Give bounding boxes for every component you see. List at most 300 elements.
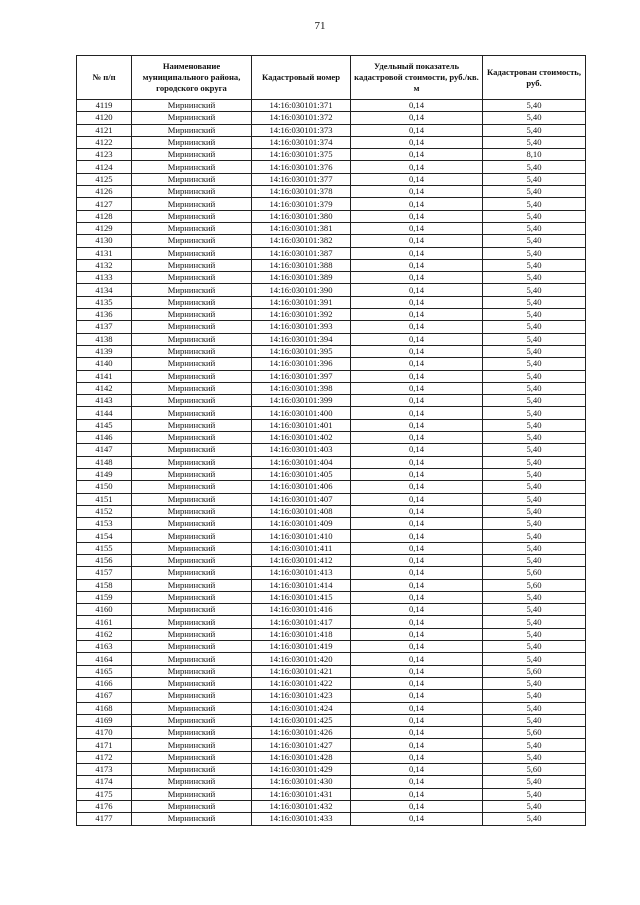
table-row (77, 112, 586, 124)
table-row (77, 259, 586, 271)
cadastral-number-cell: 14:16:030101:422 (252, 677, 351, 689)
unit-value-cell: 0,14 (351, 333, 483, 345)
cadastral-number-cell: 14:16:030101:428 (252, 751, 351, 763)
unit-value-cell: 0,14 (351, 604, 483, 616)
header-unit-value: Удельный показатель кадастровой стоимости, руб./кв. м (351, 56, 483, 100)
unit-value-cell: 0,14 (351, 677, 483, 689)
row-number-cell: 4119 (77, 100, 132, 112)
cadastral-value-cell: 5,40 (483, 739, 586, 751)
cadastral-number-cell: 14:16:030101:391 (252, 296, 351, 308)
row-number-cell: 4165 (77, 665, 132, 677)
cadastral-number-cell: 14:16:030101:413 (252, 567, 351, 579)
cadastral-number-cell: 14:16:030101:401 (252, 419, 351, 431)
unit-value-cell: 0,14 (351, 259, 483, 271)
row-number-cell: 4151 (77, 493, 132, 505)
cadastral-number-cell: 14:16:030101:395 (252, 345, 351, 357)
row-number-cell: 4138 (77, 333, 132, 345)
table-row (77, 641, 586, 653)
table-row (77, 493, 586, 505)
district-cell: Мирнинский (132, 100, 252, 112)
district-cell: Мирнинский (132, 235, 252, 247)
unit-value-cell: 0,14 (351, 542, 483, 554)
cadastral-value-cell: 5,40 (483, 259, 586, 271)
cadastral-value-cell: 5,40 (483, 321, 586, 333)
header-district: Наименование муниципального района, городского округа (132, 56, 252, 100)
cadastral-value-cell: 5,40 (483, 407, 586, 419)
cadastral-number-cell: 14:16:030101:416 (252, 604, 351, 616)
row-number-cell: 4121 (77, 124, 132, 136)
row-number-cell: 4146 (77, 432, 132, 444)
cadastral-number-cell: 14:16:030101:408 (252, 505, 351, 517)
unit-value-cell: 0,14 (351, 800, 483, 812)
cadastral-number-cell: 14:16:030101:382 (252, 235, 351, 247)
table-row (77, 690, 586, 702)
unit-value-cell: 0,14 (351, 481, 483, 493)
table-row (77, 739, 586, 751)
table-row (77, 813, 586, 825)
table-row (77, 727, 586, 739)
district-cell: Мирнинский (132, 136, 252, 148)
row-number-cell: 4136 (77, 309, 132, 321)
table-row (77, 468, 586, 480)
district-cell: Мирнинский (132, 186, 252, 198)
unit-value-cell: 0,14 (351, 321, 483, 333)
district-cell: Мирнинский (132, 395, 252, 407)
row-number-cell: 4128 (77, 210, 132, 222)
table-row (77, 530, 586, 542)
table-row (77, 665, 586, 677)
row-number-cell: 4124 (77, 161, 132, 173)
cadastral-number-cell: 14:16:030101:402 (252, 432, 351, 444)
cadastral-number-cell: 14:16:030101:432 (252, 800, 351, 812)
cadastral-value-cell: 5,40 (483, 554, 586, 566)
table-row (77, 542, 586, 554)
district-cell: Мирнинский (132, 259, 252, 271)
unit-value-cell: 0,14 (351, 579, 483, 591)
cadastral-number-cell: 14:16:030101:376 (252, 161, 351, 173)
page-number: 71 (314, 20, 326, 32)
cadastral-number-cell: 14:16:030101:421 (252, 665, 351, 677)
table-row (77, 419, 586, 431)
district-cell: Мирнинский (132, 345, 252, 357)
cadastral-number-cell: 14:16:030101:406 (252, 481, 351, 493)
row-number-cell: 4167 (77, 690, 132, 702)
unit-value-cell: 0,14 (351, 591, 483, 603)
district-cell: Мирнинский (132, 468, 252, 480)
cadastral-number-cell: 14:16:030101:424 (252, 702, 351, 714)
district-cell: Мирнинский (132, 432, 252, 444)
cadastral-number-cell: 14:16:030101:427 (252, 739, 351, 751)
row-number-cell: 4123 (77, 149, 132, 161)
district-cell: Мирнинский (132, 764, 252, 776)
table-row (77, 235, 586, 247)
cadastral-value-cell: 5,40 (483, 186, 586, 198)
cadastral-value-cell: 5,40 (483, 419, 586, 431)
row-number-cell: 4159 (77, 591, 132, 603)
cadastral-value-cell: 5,40 (483, 309, 586, 321)
table-row (77, 456, 586, 468)
cadastral-value-cell: 5,40 (483, 210, 586, 222)
table-row (77, 628, 586, 640)
district-cell: Мирнинский (132, 554, 252, 566)
row-number-cell: 4120 (77, 112, 132, 124)
unit-value-cell: 0,14 (351, 567, 483, 579)
cadastral-number-cell: 14:16:030101:371 (252, 100, 351, 112)
unit-value-cell: 0,14 (351, 419, 483, 431)
unit-value-cell: 0,14 (351, 382, 483, 394)
cadastral-value-cell: 5,40 (483, 456, 586, 468)
cadastral-number-cell: 14:16:030101:412 (252, 554, 351, 566)
table-row (77, 800, 586, 812)
row-number-cell: 4125 (77, 173, 132, 185)
district-cell: Мирнинский (132, 247, 252, 259)
cadastral-value-cell: 5,60 (483, 579, 586, 591)
table-row (77, 333, 586, 345)
unit-value-cell: 0,14 (351, 136, 483, 148)
cadastral-value-cell: 5,40 (483, 161, 586, 173)
cadastral-table (76, 55, 586, 826)
district-cell: Мирнинский (132, 591, 252, 603)
row-number-cell: 4147 (77, 444, 132, 456)
district-cell: Мирнинский (132, 665, 252, 677)
table-row (77, 321, 586, 333)
row-number-cell: 4129 (77, 222, 132, 234)
unit-value-cell: 0,14 (351, 493, 483, 505)
cadastral-value-cell: 5,40 (483, 604, 586, 616)
table-row (77, 272, 586, 284)
cadastral-number-cell: 14:16:030101:404 (252, 456, 351, 468)
district-cell: Мирнинский (132, 444, 252, 456)
table-row (77, 407, 586, 419)
cadastral-number-cell: 14:16:030101:426 (252, 727, 351, 739)
table-row (77, 173, 586, 185)
district-cell: Мирнинский (132, 333, 252, 345)
unit-value-cell: 0,14 (351, 530, 483, 542)
cadastral-number-cell: 14:16:030101:375 (252, 149, 351, 161)
table-row (77, 136, 586, 148)
cadastral-value-cell: 5,60 (483, 567, 586, 579)
table-row (77, 198, 586, 210)
cadastral-value-cell: 5,40 (483, 395, 586, 407)
district-cell: Мирнинский (132, 702, 252, 714)
row-number-cell: 4149 (77, 468, 132, 480)
cadastral-number-cell: 14:16:030101:396 (252, 358, 351, 370)
cadastral-number-cell: 14:16:030101:394 (252, 333, 351, 345)
unit-value-cell: 0,14 (351, 198, 483, 210)
district-cell: Мирнинский (132, 690, 252, 702)
cadastral-value-cell: 5,40 (483, 333, 586, 345)
district-cell: Мирнинский (132, 112, 252, 124)
unit-value-cell: 0,14 (351, 161, 483, 173)
unit-value-cell: 0,14 (351, 247, 483, 259)
row-number-cell: 4144 (77, 407, 132, 419)
row-number-cell: 4162 (77, 628, 132, 640)
cadastral-number-cell: 14:16:030101:433 (252, 813, 351, 825)
row-number-cell: 4126 (77, 186, 132, 198)
table-row (77, 653, 586, 665)
district-cell: Мирнинский (132, 776, 252, 788)
district-cell: Мирнинский (132, 567, 252, 579)
district-cell: Мирнинский (132, 149, 252, 161)
unit-value-cell: 0,14 (351, 222, 483, 234)
cadastral-value-cell: 5,40 (483, 677, 586, 689)
cadastral-value-cell: 5,40 (483, 198, 586, 210)
table-row (77, 247, 586, 259)
row-number-cell: 4174 (77, 776, 132, 788)
row-number-cell: 4127 (77, 198, 132, 210)
row-number-cell: 4171 (77, 739, 132, 751)
table-body (77, 100, 586, 826)
cadastral-value-cell: 5,40 (483, 382, 586, 394)
cadastral-value-cell: 5,40 (483, 616, 586, 628)
district-cell: Мирнинский (132, 616, 252, 628)
unit-value-cell: 0,14 (351, 714, 483, 726)
cadastral-value-cell: 5,60 (483, 727, 586, 739)
district-cell: Мирнинский (132, 542, 252, 554)
unit-value-cell: 0,14 (351, 653, 483, 665)
cadastral-number-cell: 14:16:030101:410 (252, 530, 351, 542)
cadastral-value-cell: 5,40 (483, 542, 586, 554)
unit-value-cell: 0,14 (351, 235, 483, 247)
table-row (77, 358, 586, 370)
row-number-cell: 4164 (77, 653, 132, 665)
district-cell: Мирнинский (132, 800, 252, 812)
row-number-cell: 4134 (77, 284, 132, 296)
cadastral-value-cell: 5,40 (483, 222, 586, 234)
district-cell: Мирнинский (132, 198, 252, 210)
unit-value-cell: 0,14 (351, 628, 483, 640)
cadastral-number-cell: 14:16:030101:390 (252, 284, 351, 296)
row-number-cell: 4135 (77, 296, 132, 308)
table-row (77, 210, 586, 222)
district-cell: Мирнинский (132, 309, 252, 321)
cadastral-number-cell: 14:16:030101:415 (252, 591, 351, 603)
row-number-cell: 4131 (77, 247, 132, 259)
row-number-cell: 4168 (77, 702, 132, 714)
row-number-cell: 4145 (77, 419, 132, 431)
cadastral-value-cell: 5,40 (483, 776, 586, 788)
cadastral-number-cell: 14:16:030101:388 (252, 259, 351, 271)
cadastral-value-cell: 5,40 (483, 124, 586, 136)
header-number: № п/п (77, 56, 132, 100)
unit-value-cell: 0,14 (351, 518, 483, 530)
table-row (77, 714, 586, 726)
district-cell: Мирнинский (132, 161, 252, 173)
unit-value-cell: 0,14 (351, 112, 483, 124)
cadastral-number-cell: 14:16:030101:381 (252, 222, 351, 234)
district-cell: Мирнинский (132, 419, 252, 431)
unit-value-cell: 0,14 (351, 702, 483, 714)
district-cell: Мирнинский (132, 272, 252, 284)
cadastral-value-cell: 5,40 (483, 493, 586, 505)
table-row (77, 591, 586, 603)
district-cell: Мирнинский (132, 788, 252, 800)
cadastral-number-cell: 14:16:030101:414 (252, 579, 351, 591)
district-cell: Мирнинский (132, 456, 252, 468)
row-number-cell: 4142 (77, 382, 132, 394)
cadastral-number-cell: 14:16:030101:378 (252, 186, 351, 198)
unit-value-cell: 0,14 (351, 210, 483, 222)
unit-value-cell: 0,14 (351, 395, 483, 407)
cadastral-number-cell: 14:16:030101:417 (252, 616, 351, 628)
row-number-cell: 4148 (77, 456, 132, 468)
district-cell: Мирнинский (132, 481, 252, 493)
row-number-cell: 4130 (77, 235, 132, 247)
cadastral-value-cell: 5,40 (483, 481, 586, 493)
unit-value-cell: 0,14 (351, 370, 483, 382)
row-number-cell: 4160 (77, 604, 132, 616)
cadastral-number-cell: 14:16:030101:429 (252, 764, 351, 776)
unit-value-cell: 0,14 (351, 149, 483, 161)
cadastral-value-cell: 5,40 (483, 518, 586, 530)
cadastral-value-cell: 5,60 (483, 764, 586, 776)
table-row (77, 481, 586, 493)
unit-value-cell: 0,14 (351, 554, 483, 566)
unit-value-cell: 0,14 (351, 309, 483, 321)
table-row (77, 616, 586, 628)
unit-value-cell: 0,14 (351, 456, 483, 468)
cadastral-value-cell: 5,40 (483, 444, 586, 456)
row-number-cell: 4137 (77, 321, 132, 333)
row-number-cell: 4150 (77, 481, 132, 493)
table-row (77, 222, 586, 234)
table-row (77, 296, 586, 308)
cadastral-number-cell: 14:16:030101:398 (252, 382, 351, 394)
cadastral-value-cell: 5,40 (483, 358, 586, 370)
cadastral-value-cell: 5,40 (483, 100, 586, 112)
district-cell: Мирнинский (132, 124, 252, 136)
unit-value-cell: 0,14 (351, 284, 483, 296)
cadastral-value-cell: 5,60 (483, 665, 586, 677)
cadastral-number-cell: 14:16:030101:372 (252, 112, 351, 124)
table-header (77, 56, 586, 100)
table-row (77, 518, 586, 530)
cadastral-number-cell: 14:16:030101:419 (252, 641, 351, 653)
cadastral-value-cell: 5,40 (483, 432, 586, 444)
row-number-cell: 4158 (77, 579, 132, 591)
row-number-cell: 4172 (77, 751, 132, 763)
cadastral-value-cell: 5,40 (483, 112, 586, 124)
row-number-cell: 4141 (77, 370, 132, 382)
cadastral-number-cell: 14:16:030101:389 (252, 272, 351, 284)
table-row (77, 100, 586, 112)
cadastral-value-cell: 5,40 (483, 284, 586, 296)
row-number-cell: 4133 (77, 272, 132, 284)
unit-value-cell: 0,14 (351, 272, 483, 284)
cadastral-value-cell: 5,40 (483, 505, 586, 517)
cadastral-value-cell: 5,40 (483, 468, 586, 480)
cadastral-number-cell: 14:16:030101:423 (252, 690, 351, 702)
header-cadastral-number: Кадастровый номер (252, 56, 351, 100)
row-number-cell: 4169 (77, 714, 132, 726)
table-row (77, 345, 586, 357)
district-cell: Мирнинский (132, 813, 252, 825)
table-row (77, 788, 586, 800)
cadastral-value-cell: 5,40 (483, 530, 586, 542)
district-cell: Мирнинский (132, 628, 252, 640)
cadastral-number-cell: 14:16:030101:387 (252, 247, 351, 259)
row-number-cell: 4170 (77, 727, 132, 739)
unit-value-cell: 0,14 (351, 296, 483, 308)
row-number-cell: 4139 (77, 345, 132, 357)
unit-value-cell: 0,14 (351, 764, 483, 776)
cadastral-value-cell: 5,40 (483, 800, 586, 812)
cadastral-value-cell: 5,40 (483, 788, 586, 800)
cadastral-value-cell: 5,40 (483, 653, 586, 665)
row-number-cell: 4173 (77, 764, 132, 776)
table-row (77, 149, 586, 161)
cadastral-number-cell: 14:16:030101:380 (252, 210, 351, 222)
cadastral-number-cell: 14:16:030101:430 (252, 776, 351, 788)
row-number-cell: 4154 (77, 530, 132, 542)
table-row (77, 702, 586, 714)
district-cell: Мирнинский (132, 210, 252, 222)
table-row (77, 161, 586, 173)
cadastral-value-cell: 5,40 (483, 702, 586, 714)
district-cell: Мирнинский (132, 530, 252, 542)
table-row (77, 579, 586, 591)
cadastral-value-cell: 5,40 (483, 370, 586, 382)
header-row (77, 56, 586, 100)
cadastral-number-cell: 14:16:030101:373 (252, 124, 351, 136)
unit-value-cell: 0,14 (351, 468, 483, 480)
cadastral-number-cell: 14:16:030101:420 (252, 653, 351, 665)
unit-value-cell: 0,14 (351, 407, 483, 419)
district-cell: Мирнинский (132, 284, 252, 296)
row-number-cell: 4132 (77, 259, 132, 271)
cadastral-number-cell: 14:16:030101:431 (252, 788, 351, 800)
cadastral-value-cell: 5,40 (483, 628, 586, 640)
cadastral-value-cell: 5,40 (483, 690, 586, 702)
cadastral-value-cell: 5,40 (483, 714, 586, 726)
unit-value-cell: 0,14 (351, 690, 483, 702)
unit-value-cell: 0,14 (351, 505, 483, 517)
cadastral-number-cell: 14:16:030101:407 (252, 493, 351, 505)
district-cell: Мирнинский (132, 641, 252, 653)
cadastral-value-cell: 5,40 (483, 136, 586, 148)
row-number-cell: 4143 (77, 395, 132, 407)
district-cell: Мирнинский (132, 653, 252, 665)
table-row (77, 124, 586, 136)
district-cell: Мирнинский (132, 714, 252, 726)
district-cell: Мирнинский (132, 727, 252, 739)
table-row (77, 677, 586, 689)
unit-value-cell: 0,14 (351, 444, 483, 456)
table-row (77, 444, 586, 456)
table-row (77, 395, 586, 407)
table-row (77, 554, 586, 566)
row-number-cell: 4152 (77, 505, 132, 517)
table-row (77, 751, 586, 763)
table-row (77, 370, 586, 382)
row-number-cell: 4140 (77, 358, 132, 370)
unit-value-cell: 0,14 (351, 173, 483, 185)
row-number-cell: 4155 (77, 542, 132, 554)
district-cell: Мирнинский (132, 382, 252, 394)
district-cell: Мирнинский (132, 321, 252, 333)
district-cell: Мирнинский (132, 173, 252, 185)
unit-value-cell: 0,14 (351, 100, 483, 112)
cadastral-value-cell: 5,40 (483, 272, 586, 284)
unit-value-cell: 0,14 (351, 813, 483, 825)
unit-value-cell: 0,14 (351, 358, 483, 370)
cadastral-number-cell: 14:16:030101:411 (252, 542, 351, 554)
district-cell: Мирнинский (132, 739, 252, 751)
unit-value-cell: 0,14 (351, 788, 483, 800)
cadastral-value-cell: 5,40 (483, 296, 586, 308)
unit-value-cell: 0,14 (351, 641, 483, 653)
cadastral-number-cell: 14:16:030101:397 (252, 370, 351, 382)
